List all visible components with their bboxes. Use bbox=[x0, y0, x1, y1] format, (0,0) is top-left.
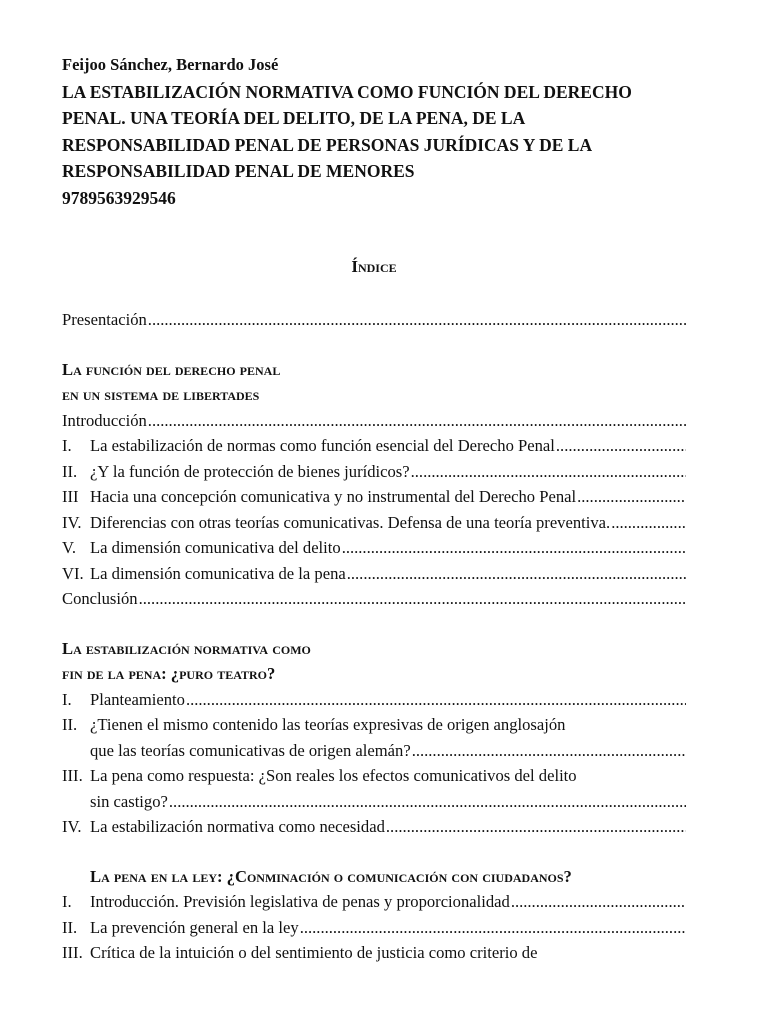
dot-leader bbox=[556, 433, 686, 459]
toc-entry-number: VI. bbox=[62, 563, 84, 583]
dot-leader bbox=[412, 738, 686, 764]
toc-entry bbox=[62, 940, 686, 966]
toc-entry-text: La dimensión comunicativa del delito bbox=[90, 538, 341, 557]
toc-entry-text: Planteamiento bbox=[90, 689, 185, 709]
toc-entry bbox=[62, 889, 686, 915]
toc-entry-text: Crítica de la intuición o del sentimiento de justicia como criterio de bbox=[90, 943, 538, 962]
toc-entry bbox=[62, 408, 686, 434]
section-heading: en un sistema de libertades bbox=[62, 385, 260, 404]
author-name: Feijoo Sánchez, Bernardo José bbox=[62, 55, 279, 74]
toc-entry-continuation bbox=[62, 738, 686, 764]
section-heading: La pena en la ley: ¿Conminación o comunicación con ciudadanos? bbox=[90, 866, 572, 886]
toc-entry-number: II. bbox=[62, 461, 78, 481]
toc-entry-presentacion bbox=[62, 307, 686, 333]
toc-entry bbox=[62, 687, 686, 713]
book-title-line: RESPONSABILIDAD PENAL DE MENORES bbox=[62, 161, 415, 181]
table-of-contents bbox=[62, 255, 686, 966]
toc-entry bbox=[62, 814, 686, 840]
toc-title: Índice bbox=[351, 257, 397, 276]
toc-entry bbox=[62, 484, 686, 510]
toc-entry-number: I. bbox=[62, 689, 72, 709]
dot-leader bbox=[148, 307, 686, 333]
toc-entry bbox=[62, 915, 686, 941]
toc-entry bbox=[62, 535, 686, 561]
dot-leader bbox=[342, 535, 686, 561]
toc-entry-number: IV. bbox=[62, 512, 82, 532]
toc-entry bbox=[62, 510, 686, 536]
toc-entry bbox=[62, 433, 686, 459]
toc-entry-text: Introducción. Previsión legislativa de penas y proporcionalidad bbox=[90, 892, 510, 911]
dot-leader bbox=[347, 561, 686, 587]
toc-entry-text: Conclusión bbox=[62, 589, 138, 608]
toc-entry-number: II. bbox=[62, 917, 78, 937]
toc-entry-text: que las teorías comunicativas de origen alemán? bbox=[90, 740, 411, 760]
isbn: 9789563929546 bbox=[62, 187, 176, 208]
toc-entry-text: La estabilización de normas como función esencial del Derecho Penal bbox=[90, 436, 555, 455]
toc-entry-number: I. bbox=[62, 892, 72, 911]
dot-leader bbox=[611, 510, 686, 536]
toc-entry-number: II. bbox=[62, 715, 78, 734]
toc-entry-text: Introducción bbox=[62, 410, 147, 430]
dot-leader bbox=[186, 687, 686, 713]
toc-entry bbox=[62, 586, 686, 612]
toc-entry-number: V. bbox=[62, 538, 76, 557]
dot-leader bbox=[300, 915, 686, 941]
toc-entry-number: IV. bbox=[62, 817, 82, 836]
book-title-line: PENAL. UNA TEORÍA DEL DELITO, DE LA PENA, DE LA bbox=[62, 108, 526, 128]
book-header bbox=[62, 52, 692, 211]
book-title-line: LA ESTABILIZACIÓN NORMATIVA COMO FUNCIÓN DEL DERECHO bbox=[62, 81, 632, 102]
toc-entry bbox=[62, 459, 686, 485]
dot-leader bbox=[169, 789, 686, 815]
toc-entry-text: ¿Y la función de protección de bienes jurídicos? bbox=[90, 461, 410, 481]
toc-entry-text: La prevención general en la ley bbox=[90, 917, 299, 937]
toc-entry-text: Presentación bbox=[62, 310, 147, 329]
section-heading: La estabilización normativa como bbox=[62, 638, 311, 658]
toc-entry-text: La dimensión comunicativa de la pena bbox=[90, 563, 346, 583]
toc-entry-text: La estabilización normativa como necesidad bbox=[90, 817, 385, 836]
toc-entry-number: I. bbox=[62, 436, 72, 455]
section-heading: fin de la pena: ¿puro teatro? bbox=[62, 664, 276, 683]
dot-leader bbox=[511, 889, 686, 915]
toc-entry-text: Hacia una concepción comunicativa y no instrumental del Derecho Penal bbox=[90, 487, 577, 506]
toc-entry-continuation bbox=[62, 789, 686, 815]
toc-entry-number: III bbox=[62, 487, 79, 506]
dot-leader bbox=[139, 586, 686, 612]
toc-entry bbox=[62, 712, 686, 738]
toc-entry-text: sin castigo? bbox=[90, 791, 168, 811]
toc-entry bbox=[62, 763, 686, 789]
toc-entry bbox=[62, 561, 686, 587]
toc-entry-text: La pena como respuesta: ¿Son reales los efectos comunicativos del delito bbox=[90, 766, 577, 785]
toc-entry-text: Diferencias con otras teorías comunicativas. Defensa de una teoría preventiva. bbox=[90, 512, 611, 532]
dot-leader bbox=[148, 408, 686, 434]
toc-entry-number: III. bbox=[62, 766, 83, 785]
book-title-line: RESPONSABILIDAD PENAL DE PERSONAS JURÍDICAS Y DE LA bbox=[62, 134, 593, 155]
dot-leader bbox=[577, 484, 686, 510]
dot-leader bbox=[386, 814, 686, 840]
dot-leader bbox=[411, 459, 686, 485]
section-heading: La función del derecho penal bbox=[62, 359, 281, 379]
toc-entry-text: ¿Tienen el mismo contenido las teorías expresivas de origen anglosajón bbox=[90, 715, 566, 734]
toc-entry-number: III. bbox=[62, 943, 83, 962]
